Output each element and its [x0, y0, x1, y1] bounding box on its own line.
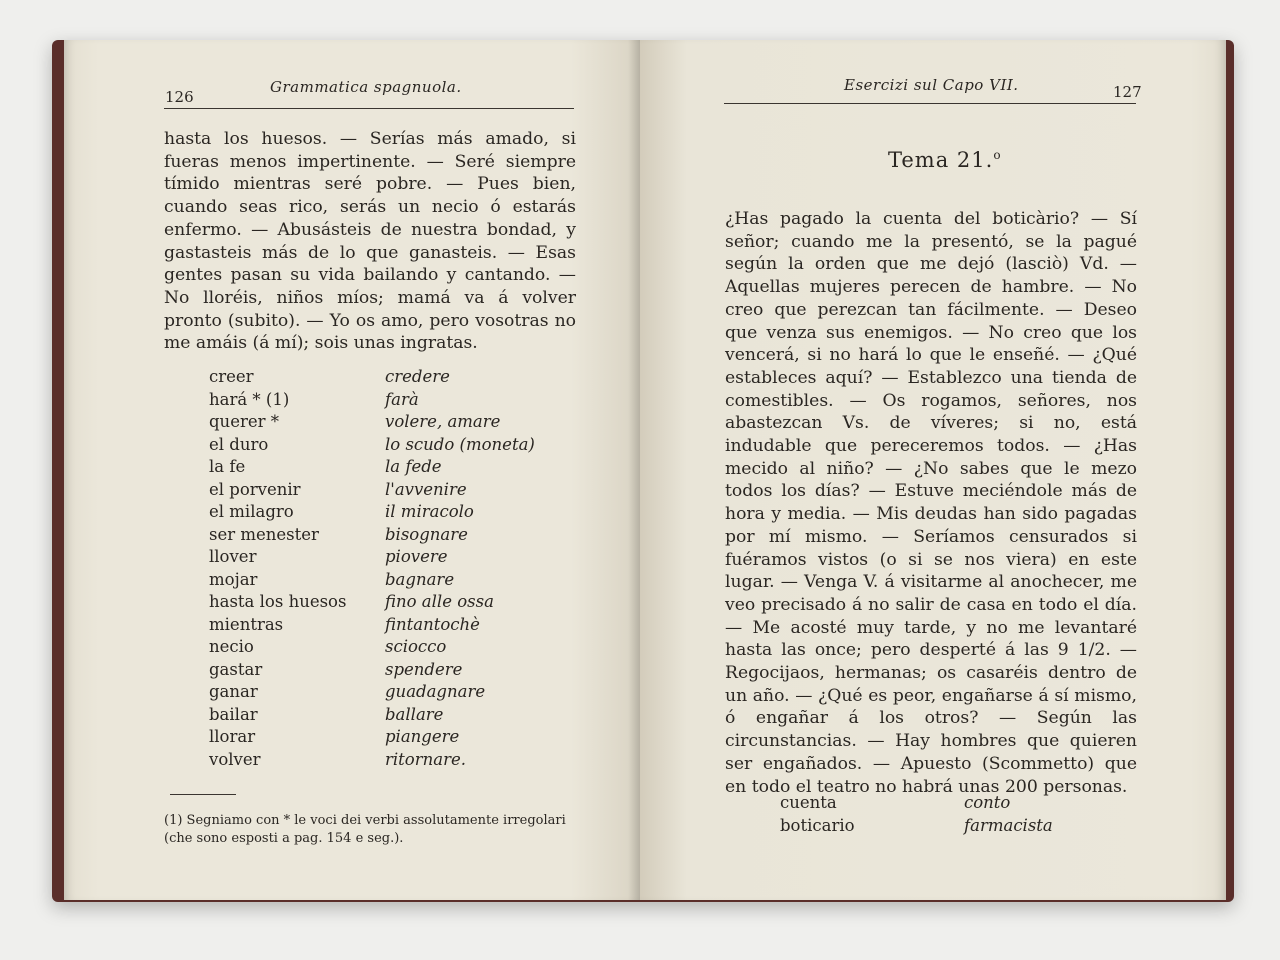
italian-translation: la fede	[385, 457, 442, 476]
vocabulary-row	[209, 569, 535, 592]
spanish-term: boticario	[780, 815, 855, 835]
vocabulary-row	[209, 614, 535, 637]
italian-translation: il miracolo	[385, 502, 474, 521]
vocabulary-row	[209, 501, 535, 524]
spanish-term: querer *	[209, 412, 279, 431]
italian-translation: bagnare	[385, 569, 455, 589]
italian-translation: volere, amare	[385, 412, 501, 431]
spanish-term: la fe	[209, 457, 246, 476]
spanish-term: mientras	[209, 614, 284, 634]
footnote: (1) Segniamo con * le voci dei verbi assolutamente irregolari (che sono esposti a pag. 154 e seg.).	[164, 813, 566, 846]
vocabulary-row	[209, 389, 535, 412]
italian-translation: lo scudo (moneta)	[385, 434, 535, 454]
paragraph-right: ¿Has pagado la cuenta del boticàrio? — Sí señor; cuando me la presentó, se la pagué según la orden que me dejó (lasciò) Vd. — Aquellas mujeres perecen de hambre. — No creo que perezcan tan fácilmente. — Deseo que venza sus enemigos. — No creo que los vencerá, si no hará lo que le enseñé. — ¿Qué estableces aquí? — Establezco una tienda de comestibles. — Os rogamos, señores, nos abastezcan Vs. de víveres; si no, está indudable que pereceremos todos. — ¿Has mecido al niño? — ¿No sabes que le mezo todos los días? — Estuve meciéndole más de hora y media. — Mis deudas han sido pagadas por mí mismo. — Seríamos censurados si fuéramos vistos (o si se nos viera) en este lugar. — Venga V. á visitarme al anochecer, me veo precisado á no salir de casa en todo el día. — Me acosté muy tarde, y no me levantaré hasta las once; pero desperté á las 9 1/2. — Regocijaos, hermanas; os casaréis dentro de un año. — ¿Qué es peor, engañarse á sí mismo, ó engañar á los otros? — Según las circunstancias. — Hay hombres que quieren ser engañados. — Apuesto (Scommetto) que en todo el teatro no habrá unas 200 personas.	[725, 209, 1137, 797]
page-number-right: 127	[1113, 83, 1142, 101]
vocabulary-row	[209, 749, 535, 772]
vocabulary-row	[780, 815, 1053, 838]
vocabulary-row	[209, 524, 535, 547]
italian-translation: fino alle ossa	[385, 592, 494, 611]
vocabulary-row	[209, 726, 535, 749]
spanish-term: el duro	[209, 434, 269, 454]
italian-translation: bisognare	[385, 524, 468, 544]
spanish-term: bailar	[209, 704, 258, 724]
italian-translation: farmacista	[964, 815, 1053, 835]
vocabulary-row	[209, 434, 535, 457]
vocabulary-row	[209, 366, 535, 389]
page-number-left: 126	[165, 88, 194, 106]
spanish-term: llover	[209, 547, 257, 566]
italian-translation: conto	[964, 793, 1011, 812]
italian-translation: fintantochè	[385, 614, 480, 634]
vocabulary-list-left	[209, 366, 535, 771]
running-head-right: Esercizi sul Capo VII.	[844, 76, 1019, 94]
vocabulary-row	[209, 591, 535, 614]
left-page	[64, 40, 640, 900]
vocabulary-row	[209, 659, 535, 682]
vocabulary-row	[780, 792, 1053, 815]
italian-translation: farà	[385, 389, 419, 409]
vocabulary-row	[209, 704, 535, 727]
exercise-heading-suffix: o	[993, 148, 1002, 162]
running-head-left: Grammatica spagnuola.	[270, 78, 462, 96]
paragraph-left: hasta los huesos. — Serías más amado, si fueras menos impertinente. — Seré siempre tímido mientras seré pobre. — Pues bien, cuando seas rico, serás un necio ó estarás enfermo. — Abusásteis de nuestra bondad, y gastasteis más de lo que ganasteis. — Esas gentes pasan su vida bailando y cantando. — No lloréis, niños míos; mamá va á volver pronto (subito). — Yo os amo, pero vosotras no me amáis (á mí); sois unas ingratas.	[164, 129, 576, 354]
italian-translation: guadagnare	[385, 682, 486, 701]
italian-translation: credere	[385, 367, 450, 386]
vocabulary-row	[209, 681, 535, 704]
italian-translation: ritornare.	[385, 749, 466, 769]
spanish-term: cuenta	[780, 793, 837, 812]
spanish-term: el milagro	[209, 502, 294, 521]
right-page	[640, 40, 1226, 900]
spanish-term: mojar	[209, 569, 258, 589]
spanish-term: ganar	[209, 682, 258, 701]
spanish-term: necio	[209, 637, 254, 656]
vocabulary-row	[209, 456, 535, 479]
spanish-term: ser menester	[209, 524, 319, 544]
spanish-term: llorar	[209, 727, 256, 746]
italian-translation: l'avvenire	[385, 479, 467, 499]
italian-translation: piovere	[385, 547, 448, 566]
italian-translation: ballare	[385, 704, 444, 724]
italian-translation: piangere	[385, 727, 460, 746]
exercise-heading	[888, 148, 1002, 172]
italian-translation: spendere	[385, 659, 463, 679]
exercise-heading-text: Tema 21.	[888, 148, 994, 172]
header-rule-left	[164, 108, 574, 109]
spanish-term: gastar	[209, 659, 263, 679]
spanish-term: volver	[209, 749, 261, 769]
spanish-term: hasta los huesos	[209, 592, 347, 611]
italian-translation: sciocco	[385, 637, 447, 656]
vocabulary-row	[209, 479, 535, 502]
vocabulary-row	[209, 636, 535, 659]
spanish-term: el porvenir	[209, 479, 301, 499]
header-rule-right	[724, 103, 1136, 104]
vocabulary-row	[209, 546, 535, 569]
spanish-term: hará * (1)	[209, 389, 290, 409]
footnote-rule	[170, 794, 236, 795]
vocabulary-row	[209, 411, 535, 434]
spanish-term: creer	[209, 367, 254, 386]
vocabulary-list-right	[780, 792, 1053, 837]
